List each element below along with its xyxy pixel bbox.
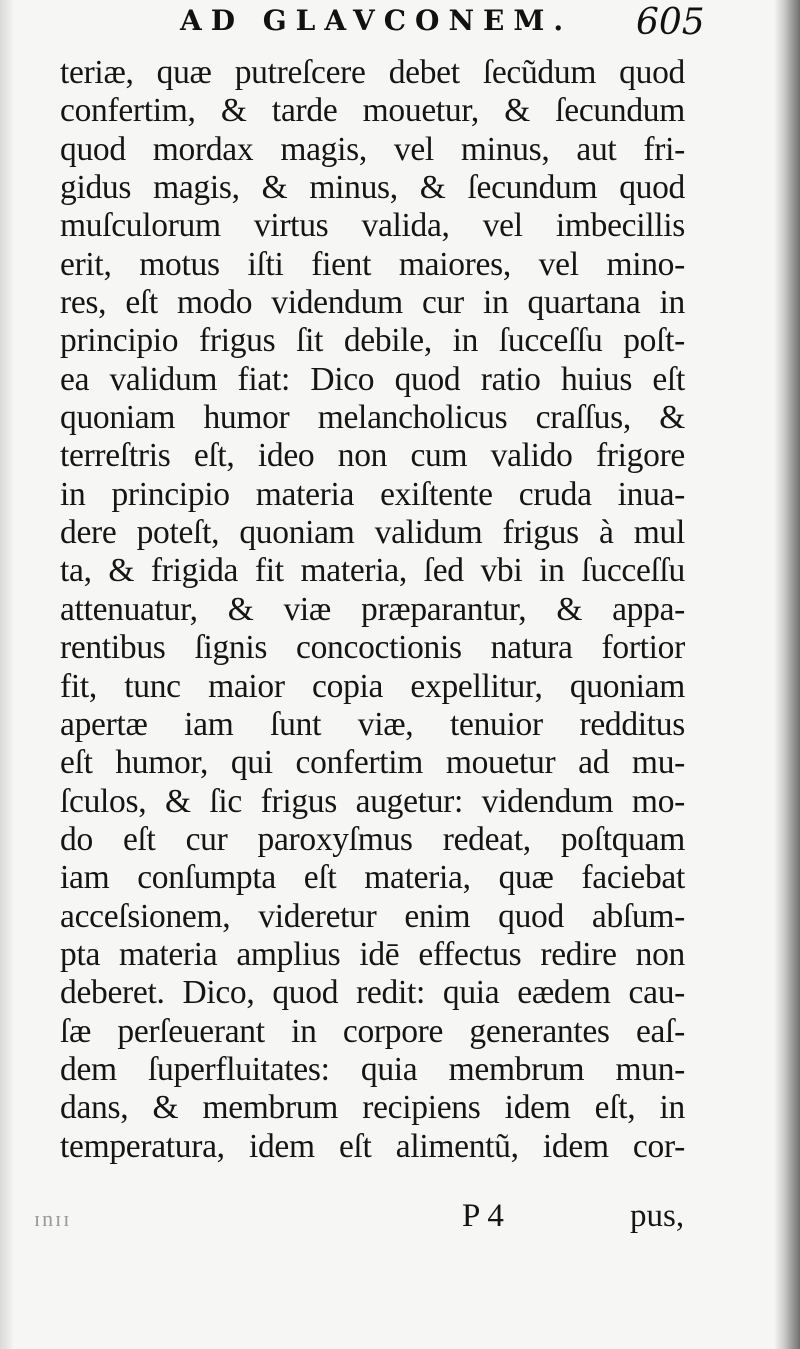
text-line: in principio materia exiſtente cruda inua- bbox=[60, 475, 685, 513]
text-line: acceſsionem, videretur enim quod abſum- bbox=[60, 897, 685, 935]
text-line: dem ſuperfluitates: quia membrum mun- bbox=[60, 1050, 685, 1088]
text-line: deberet. Dico, quod redit: quia eædem cau- bbox=[60, 974, 685, 1012]
running-head: AD GLAVCONEM. bbox=[180, 4, 573, 37]
margin-mark: ɪnɪɪ bbox=[34, 1206, 72, 1231]
body-text bbox=[60, 54, 685, 1166]
text-line: confertim, & tarde mouetur, & ſecundum bbox=[60, 92, 685, 130]
text-line: attenuatur, & viæ præparantur, & appa- bbox=[60, 590, 685, 628]
text-line: erit, motus iſti fient maiores, vel mino- bbox=[60, 245, 685, 283]
text-line: res, eſt modo videndum cur in quartana in bbox=[60, 284, 685, 322]
catchword: pus, bbox=[630, 1198, 685, 1234]
text-line: gidus magis, & minus, & ſecundum quod bbox=[60, 169, 685, 207]
text-line: teriæ, quæ putreſcere debet ſecũdum quod bbox=[60, 54, 685, 91]
text-line: dans, & membrum recipiens idem eſt, in bbox=[60, 1089, 685, 1127]
text-line: ta, & frigida fit materia, ſed vbi in ſucceſſu bbox=[60, 552, 685, 590]
text-line: iam conſumpta eſt materia, quæ faciebat bbox=[60, 859, 685, 897]
page-footer bbox=[0, 1198, 800, 1248]
text-line: muſculorum virtus valida, vel imbecillis bbox=[60, 207, 685, 245]
left-margin-shadow bbox=[0, 0, 14, 1349]
text-line: ea validum fiat: Dico quod ratio huius eſt bbox=[60, 360, 685, 398]
text-line: temperatura, idem eſt alimentũ, idem cor- bbox=[60, 1127, 685, 1165]
signature-mark: P 4 bbox=[462, 1198, 504, 1234]
text-line: do eſt cur paroxyſmus redeat, poſtquam bbox=[60, 820, 685, 858]
page-edge-shadow bbox=[774, 0, 800, 1349]
text-line: apertæ iam ſunt viæ, tenuior redditus bbox=[60, 705, 685, 743]
text-line: quod mordax magis, vel minus, aut fri- bbox=[60, 130, 685, 168]
text-line: ſæ perſeuerant in corpore generantes eaſ- bbox=[60, 1012, 685, 1050]
text-line: principio frigus ſit debile, in ſucceſſu poſt- bbox=[60, 322, 685, 360]
page-number: 605 bbox=[636, 2, 705, 43]
text-line: terreſtris eſt, ideo non cum valido frigore bbox=[60, 437, 685, 475]
text-line: rentibus ſignis concoctionis natura fortior bbox=[60, 629, 685, 667]
text-line: quoniam humor melancholicus craſſus, & bbox=[60, 399, 685, 437]
text-line: fit, tunc maior copia expellitur, quoniam bbox=[60, 667, 685, 705]
text-line: ſculos, & ſic frigus augetur: videndum mo- bbox=[60, 782, 685, 820]
text-line: dere poteſt, quoniam validum frigus à mul bbox=[60, 514, 685, 552]
text-line: pta materia amplius idē effectus redire non bbox=[60, 935, 685, 973]
text-line: eſt humor, qui confertim mouetur ad mu- bbox=[60, 744, 685, 782]
